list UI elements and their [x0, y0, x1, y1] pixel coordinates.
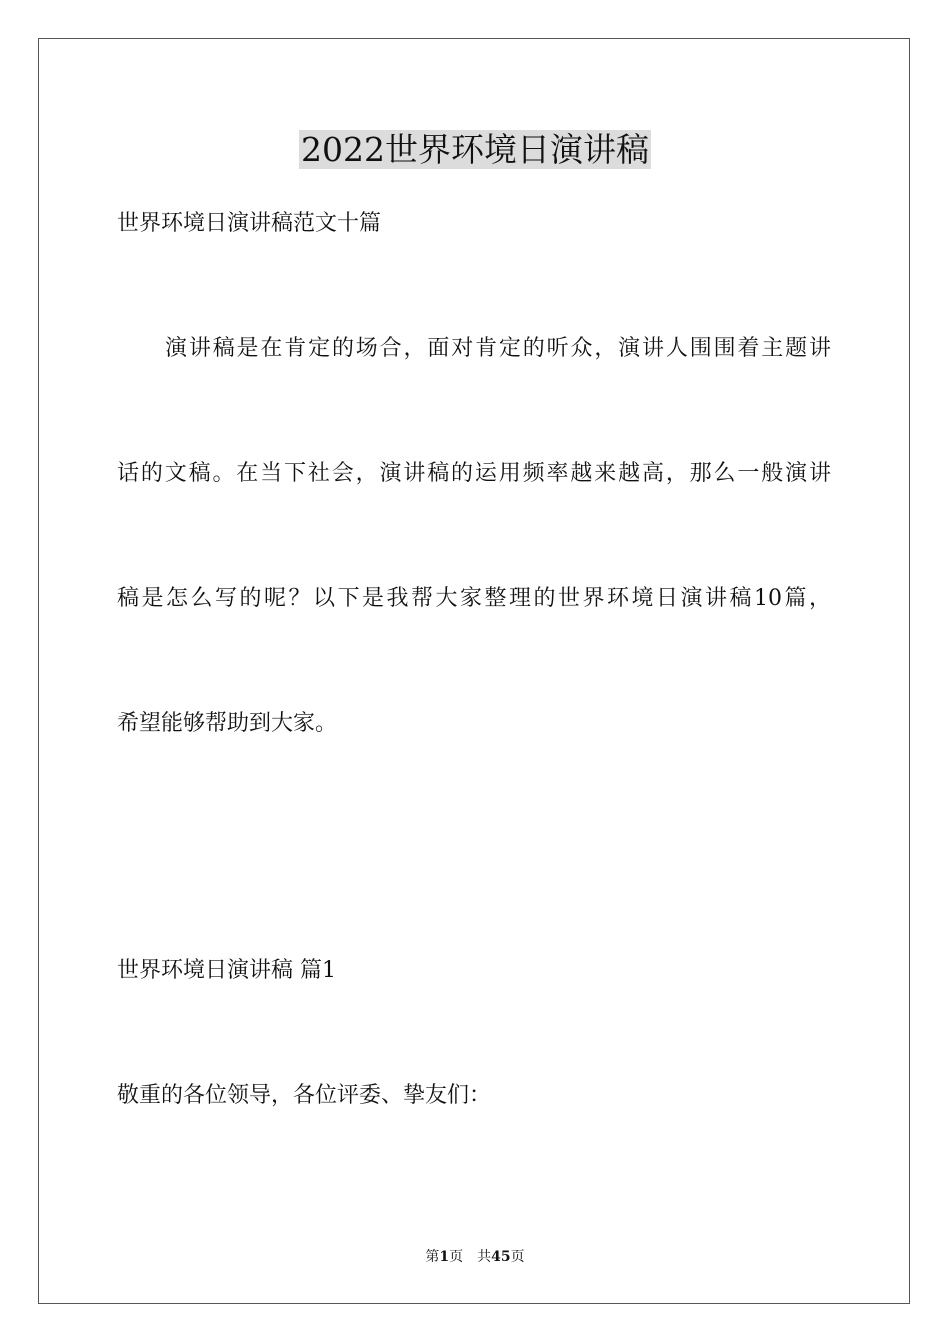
footer-total-prefix: 共 — [477, 1249, 492, 1265]
salutation-line: 敬重的各位领导，各位评委、挚友们： — [117, 1083, 492, 1108]
footer-total-suffix: 页 — [510, 1249, 525, 1265]
page-footer — [0, 1247, 950, 1267]
section-heading: 世界环境日演讲稿 篇1 — [117, 958, 336, 983]
intro-paragraph-line: 稿是怎么写的呢？以下是我帮大家整理的世界环境日演讲稿10篇， — [117, 586, 831, 611]
intro-paragraph-line: 演讲稿是在肯定的场合，面对肯定的听众，演讲人围围着主题讲 — [165, 336, 831, 361]
document-title — [0, 128, 950, 172]
document-subtitle: 世界环境日演讲稿范文十篇 — [117, 211, 382, 236]
footer-page-number: 1 — [439, 1249, 450, 1265]
footer-total-pages: 45 — [491, 1249, 511, 1265]
intro-paragraph-line: 话的文稿。在当下社会，演讲稿的运用频率越来越高，那么一般演讲 — [117, 461, 831, 486]
footer-page-prefix: 第 — [425, 1249, 440, 1265]
footer-page-suffix: 页 — [449, 1249, 464, 1265]
document-title-text: 2022世界环境日演讲稿 — [301, 130, 649, 169]
intro-paragraph-line: 希望能够帮助到大家。 — [117, 711, 338, 736]
